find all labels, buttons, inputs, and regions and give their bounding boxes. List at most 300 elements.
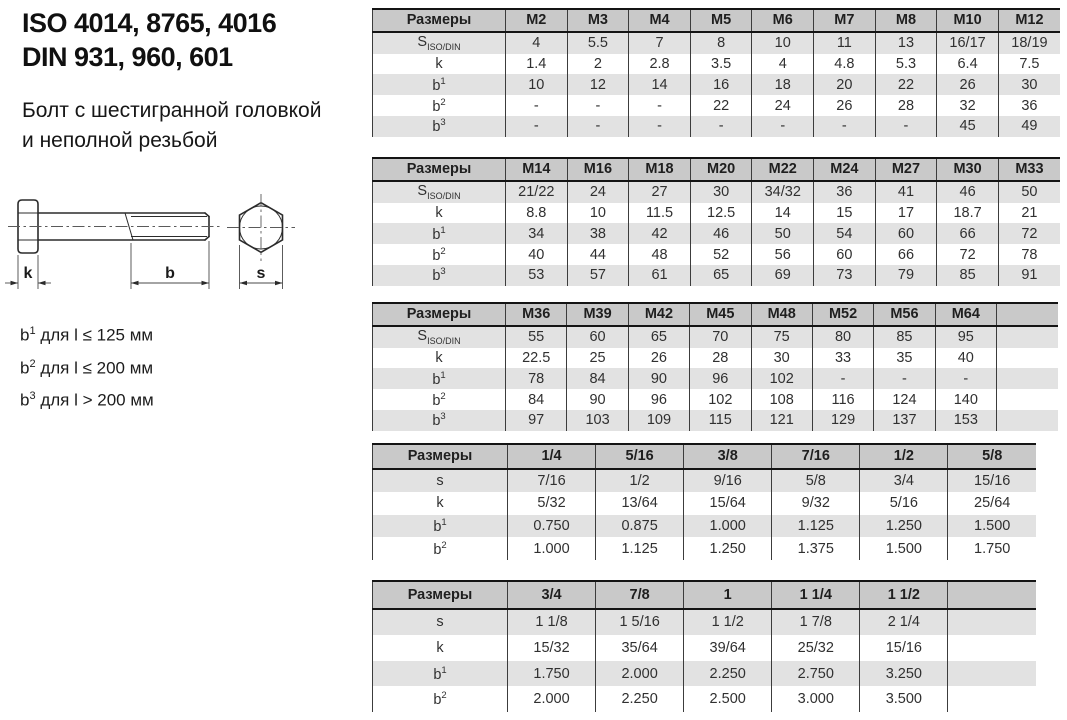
table-cell: - xyxy=(935,368,996,389)
table-header-row xyxy=(373,158,1061,181)
dim-label-b: b xyxy=(165,265,175,282)
table-cell: 49 xyxy=(998,116,1060,137)
table-cell: 36 xyxy=(998,95,1060,116)
table-cell: 9/32 xyxy=(772,492,860,515)
row-label: k xyxy=(436,639,444,656)
subtitle-line-2: и неполной резьбой xyxy=(22,129,218,152)
column-header: M7 xyxy=(814,9,876,32)
table-cell: - xyxy=(567,116,629,137)
table-cell: 24 xyxy=(567,181,629,203)
table-cell: 2.500 xyxy=(684,686,772,712)
dimension-table-m36-m64 xyxy=(372,302,1058,431)
table-cell: 0.875 xyxy=(596,515,684,538)
table-cell: - xyxy=(752,116,814,137)
table-cell: 80 xyxy=(812,326,873,348)
table-cell: 2.000 xyxy=(596,661,684,687)
table-cell: 137 xyxy=(874,410,935,431)
dimension-table-m2-m12 xyxy=(372,8,1060,137)
table-cell: 5/16 xyxy=(860,492,948,515)
bolt-side-view xyxy=(8,200,220,253)
table-cell: - xyxy=(875,116,937,137)
table-cell: - xyxy=(874,368,935,389)
row-label: k xyxy=(435,349,443,366)
row-label: $b^1$ xyxy=(373,74,506,95)
table-row xyxy=(373,32,1061,54)
table-cell: 5/32 xyxy=(508,492,596,515)
table-cell: 1.000 xyxy=(684,515,772,538)
table-cell: 5.3 xyxy=(875,54,937,75)
table-cell: 7/16 xyxy=(508,469,596,493)
column-header: M4 xyxy=(629,9,691,32)
table-cell: 4 xyxy=(506,32,568,54)
table-cell: 73 xyxy=(814,265,876,286)
column-header: 5/8 xyxy=(948,444,1036,469)
table-row xyxy=(373,244,1061,265)
table-cell: 75 xyxy=(751,326,812,348)
table-cell: 102 xyxy=(751,368,812,389)
table-row xyxy=(373,368,1059,389)
table-cell: 90 xyxy=(628,368,689,389)
row-label: k xyxy=(436,495,444,512)
table-cell: 12.5 xyxy=(690,203,752,224)
column-header: M10 xyxy=(937,9,999,32)
column-header: M48 xyxy=(751,303,812,326)
table-cell: 10 xyxy=(506,74,568,95)
iso-title: ISO 4014, 8765, 4016 xyxy=(22,8,277,38)
column-header: Размеры xyxy=(373,9,506,32)
table-cell: 45 xyxy=(937,116,999,137)
table-cell: 17 xyxy=(875,203,937,224)
table-cell: 66 xyxy=(875,244,937,265)
table-cell: - xyxy=(690,116,752,137)
table-row xyxy=(373,223,1061,244)
table-cell: 84 xyxy=(567,368,628,389)
table-cell: 121 xyxy=(751,410,812,431)
column-header: 7/16 xyxy=(772,444,860,469)
table-row xyxy=(373,326,1059,348)
table-cell: 46 xyxy=(690,223,752,244)
table-cell: 65 xyxy=(690,265,752,286)
dimension-b xyxy=(131,241,209,289)
table-cell: 54 xyxy=(814,223,876,244)
column-header: M64 xyxy=(935,303,996,326)
table-cell: 9/16 xyxy=(684,469,772,493)
row-label: $b^1$ xyxy=(373,368,506,389)
table-cell: 1.125 xyxy=(772,515,860,538)
table-cell: 40 xyxy=(935,348,996,369)
column-header: 1/2 xyxy=(860,444,948,469)
column-header: Размеры xyxy=(373,581,508,609)
column-header: M30 xyxy=(937,158,999,181)
title-block xyxy=(22,6,276,74)
table-cell: 3.250 xyxy=(860,661,948,687)
row-label: $b^2$ xyxy=(432,245,446,264)
table-cell: 25/32 xyxy=(772,635,860,661)
bolt-drawing xyxy=(0,185,340,320)
table-cell: 1.750 xyxy=(948,537,1036,560)
column-header: 3/8 xyxy=(684,444,772,469)
din-title: DIN 931, 960, 601 xyxy=(22,42,233,72)
column-header: M39 xyxy=(567,303,628,326)
table-cell: 57 xyxy=(567,265,629,286)
table-cell: 85 xyxy=(937,265,999,286)
table-cell: 53 xyxy=(506,265,568,286)
table-cell: 72 xyxy=(998,223,1060,244)
table-cell: 102 xyxy=(690,389,751,410)
table-cell: - xyxy=(506,116,568,137)
table-cell: - xyxy=(812,368,873,389)
thread-length-notes xyxy=(20,317,154,415)
table-cell: 1.500 xyxy=(860,537,948,560)
table-cell: 2.8 xyxy=(629,54,691,75)
table-header-row xyxy=(373,9,1061,32)
row-label: $b^2$ xyxy=(432,96,446,115)
table-cell: 3/4 xyxy=(860,469,948,493)
table-cell: 56 xyxy=(752,244,814,265)
table-cell: 3.500 xyxy=(860,686,948,712)
table-cell: 116 xyxy=(812,389,873,410)
table-cell: 40 xyxy=(506,244,568,265)
column-header: M18 xyxy=(629,158,691,181)
column-header: M52 xyxy=(812,303,873,326)
column-header: M12 xyxy=(998,9,1060,32)
table-cell: 15/64 xyxy=(684,492,772,515)
table-cell: 35/64 xyxy=(596,635,684,661)
table-cell: 108 xyxy=(751,389,812,410)
table-cell: 12 xyxy=(567,74,629,95)
table-cell: 60 xyxy=(875,223,937,244)
table-cell: 7 xyxy=(629,32,691,54)
table-cell: 140 xyxy=(935,389,996,410)
table-cell: 1.750 xyxy=(508,661,596,687)
table-cell: 0.750 xyxy=(508,515,596,538)
table-cell: 1.125 xyxy=(596,537,684,560)
table-cell: 1.000 xyxy=(508,537,596,560)
table-cell: 24 xyxy=(752,95,814,116)
table-cell: 50 xyxy=(752,223,814,244)
table-cell: 2.750 xyxy=(772,661,860,687)
table-cell: 25 xyxy=(567,348,628,369)
table-cell: 153 xyxy=(935,410,996,431)
table-cell: 95 xyxy=(935,326,996,348)
table-cell: 1.250 xyxy=(684,537,772,560)
table-cell xyxy=(997,326,1059,348)
row-label: k xyxy=(435,204,443,221)
table-cell: 35 xyxy=(874,348,935,369)
row-label: $b^2$ xyxy=(433,539,447,558)
column-header: M42 xyxy=(628,303,689,326)
table-cell: 52 xyxy=(690,244,752,265)
table-cell: 70 xyxy=(690,326,751,348)
dim-label-s: s xyxy=(256,265,266,282)
table-row xyxy=(373,389,1059,410)
row-label: $b^1$ xyxy=(373,223,506,244)
table-cell: 16 xyxy=(690,74,752,95)
table-cell: 91 xyxy=(998,265,1060,286)
row-label: $b^2$ xyxy=(433,690,447,709)
table-row xyxy=(373,515,1037,538)
table-cell: 96 xyxy=(690,368,751,389)
table-cell: 1.250 xyxy=(860,515,948,538)
table-cell xyxy=(948,661,1036,687)
table-cell: - xyxy=(629,116,691,137)
column-header: M45 xyxy=(690,303,751,326)
column-header: M5 xyxy=(690,9,752,32)
table-row xyxy=(373,348,1059,369)
column-header: 3/4 xyxy=(508,581,596,609)
table-cell: 129 xyxy=(812,410,873,431)
table-cell: 25/64 xyxy=(948,492,1036,515)
table-row xyxy=(373,74,1061,95)
table-cell: - xyxy=(629,95,691,116)
table-cell: 85 xyxy=(874,326,935,348)
table-cell: 34 xyxy=(506,223,568,244)
table-cell: 46 xyxy=(937,181,999,203)
table-cell: 44 xyxy=(567,244,629,265)
table-row xyxy=(373,686,1037,712)
table-cell: - xyxy=(506,95,568,116)
table-cell: 1 1/8 xyxy=(508,609,596,636)
column-header: Размеры xyxy=(373,444,508,469)
table-cell: 84 xyxy=(506,389,567,410)
table-cell: - xyxy=(814,116,876,137)
row-label: $b^1$ xyxy=(373,661,508,687)
column-header: M2 xyxy=(506,9,568,32)
table-cell: 39/64 xyxy=(684,635,772,661)
dimension-table-m14-m33 xyxy=(372,157,1060,286)
table-cell: 38 xyxy=(567,223,629,244)
table-cell: 103 xyxy=(567,410,628,431)
table-cell: 14 xyxy=(752,203,814,224)
table-cell: 50 xyxy=(998,181,1060,203)
table-cell: 109 xyxy=(628,410,689,431)
table-row xyxy=(373,537,1037,560)
column-header: M36 xyxy=(506,303,567,326)
row-label: $S_{ISO/DIN}$ xyxy=(373,32,506,54)
column-header: Размеры xyxy=(373,303,506,326)
table-cell: 1 7/8 xyxy=(772,609,860,636)
table-cell: 5/8 xyxy=(772,469,860,493)
column-header: M56 xyxy=(874,303,935,326)
dimension-table-inch-small xyxy=(372,443,1036,560)
table-cell: 13 xyxy=(875,32,937,54)
table-row xyxy=(373,203,1061,224)
table-row xyxy=(373,492,1037,515)
table-cell: 26 xyxy=(937,74,999,95)
note-line: $b^3$ для l > 200 мм xyxy=(20,390,154,410)
table-cell: 2.250 xyxy=(596,686,684,712)
table-cell: 2 xyxy=(567,54,629,75)
table-cell: 21/22 xyxy=(506,181,568,203)
subtitle-block xyxy=(22,96,321,156)
row-label: $S_{ISO/DIN}$ xyxy=(373,326,506,348)
column-header: M14 xyxy=(506,158,568,181)
column-header: M33 xyxy=(998,158,1060,181)
table-cell: 15/16 xyxy=(860,635,948,661)
column-header: 5/16 xyxy=(596,444,684,469)
table-cell: 21 xyxy=(998,203,1060,224)
table-header-row xyxy=(373,581,1037,609)
table-cell: 69 xyxy=(752,265,814,286)
table-cell: 8.8 xyxy=(506,203,568,224)
column-header: 1/4 xyxy=(508,444,596,469)
column-header: M16 xyxy=(567,158,629,181)
table-cell: 55 xyxy=(506,326,567,348)
column-header xyxy=(948,581,1036,609)
table-cell: 15/16 xyxy=(948,469,1036,493)
column-header: M22 xyxy=(752,158,814,181)
table-cell: 18 xyxy=(752,74,814,95)
column-header: M3 xyxy=(567,9,629,32)
row-label: $b^2$ xyxy=(432,390,446,409)
bolt-front-view xyxy=(227,194,295,261)
table-cell: 28 xyxy=(875,95,937,116)
table-row xyxy=(373,410,1059,431)
table-cell: 3.000 xyxy=(772,686,860,712)
table-row xyxy=(373,635,1037,661)
table-row xyxy=(373,54,1061,75)
table-cell: 7.5 xyxy=(998,54,1060,75)
dimension-table-inch-large xyxy=(372,580,1036,712)
table-row xyxy=(373,265,1061,286)
table-cell: 26 xyxy=(814,95,876,116)
table-cell: 60 xyxy=(567,326,628,348)
table-cell: 2 1/4 xyxy=(860,609,948,636)
table-cell: 11 xyxy=(814,32,876,54)
table-cell: 14 xyxy=(629,74,691,95)
table-cell: 2.000 xyxy=(508,686,596,712)
column-header: M24 xyxy=(814,158,876,181)
column-header: 1 1/4 xyxy=(772,581,860,609)
table-cell: 1.500 xyxy=(948,515,1036,538)
table-cell: 18/19 xyxy=(998,32,1060,54)
table-cell: 66 xyxy=(937,223,999,244)
table-cell: 115 xyxy=(690,410,751,431)
row-label: s xyxy=(373,609,508,636)
table-cell: 90 xyxy=(567,389,628,410)
table-cell: 27 xyxy=(629,181,691,203)
table-cell: 11.5 xyxy=(629,203,691,224)
note-line: $b^1$ для l ≤ 125 мм xyxy=(20,325,154,345)
row-label: $S_{ISO/DIN}$ xyxy=(373,181,506,203)
table-row xyxy=(373,661,1037,687)
table-row xyxy=(373,181,1061,203)
table-cell: 5.5 xyxy=(567,32,629,54)
table-cell: 10 xyxy=(752,32,814,54)
table-cell xyxy=(997,368,1059,389)
table-cell: 18.7 xyxy=(937,203,999,224)
table-cell: 32 xyxy=(937,95,999,116)
table-cell: 30 xyxy=(690,181,752,203)
table-cell xyxy=(997,348,1059,369)
table-cell: 96 xyxy=(628,389,689,410)
table-cell: 8 xyxy=(690,32,752,54)
table-cell: 22 xyxy=(875,74,937,95)
column-header: M6 xyxy=(752,9,814,32)
table-cell: 124 xyxy=(874,389,935,410)
table-cell: 60 xyxy=(814,244,876,265)
table-cell: 26 xyxy=(628,348,689,369)
table-cell: 13/64 xyxy=(596,492,684,515)
table-cell: 22 xyxy=(690,95,752,116)
table-cell: 10 xyxy=(567,203,629,224)
column-header: Размеры xyxy=(373,158,506,181)
table-row xyxy=(373,116,1061,137)
table-cell: 1 5/16 xyxy=(596,609,684,636)
table-cell: 15 xyxy=(814,203,876,224)
table-cell xyxy=(948,609,1036,636)
table-cell: 1 1/2 xyxy=(684,609,772,636)
column-header: 1 1/2 xyxy=(860,581,948,609)
row-label: $b^1$ xyxy=(373,515,508,538)
table-row xyxy=(373,469,1037,493)
table-cell: 72 xyxy=(937,244,999,265)
table-row xyxy=(373,609,1037,636)
table-header-row xyxy=(373,444,1037,469)
table-cell: 33 xyxy=(812,348,873,369)
table-cell: 61 xyxy=(629,265,691,286)
row-label: s xyxy=(373,469,508,493)
column-header: M8 xyxy=(875,9,937,32)
table-cell xyxy=(948,635,1036,661)
table-cell: 65 xyxy=(628,326,689,348)
column-header: M20 xyxy=(690,158,752,181)
table-cell xyxy=(948,686,1036,712)
table-cell: 2.250 xyxy=(684,661,772,687)
table-cell: 48 xyxy=(629,244,691,265)
table-cell: 78 xyxy=(506,368,567,389)
row-label: $b^3$ xyxy=(373,410,506,431)
table-cell: 20 xyxy=(814,74,876,95)
table-cell: 3.5 xyxy=(690,54,752,75)
note-line: $b^2$ для l ≤ 200 мм xyxy=(20,357,154,378)
table-header-row xyxy=(373,303,1059,326)
column-header: 7/8 xyxy=(596,581,684,609)
table-cell xyxy=(997,410,1059,431)
table-cell: 1.375 xyxy=(772,537,860,560)
row-label: k xyxy=(435,55,443,72)
dimension-k xyxy=(5,255,51,289)
table-cell: 30 xyxy=(751,348,812,369)
table-cell xyxy=(997,389,1059,410)
column-header: M27 xyxy=(875,158,937,181)
table-cell: 34/32 xyxy=(752,181,814,203)
dim-label-k: k xyxy=(23,265,33,282)
table-cell: 16/17 xyxy=(937,32,999,54)
row-label: $b^3$ xyxy=(373,116,506,137)
column-header xyxy=(997,303,1059,326)
table-cell: 79 xyxy=(875,265,937,286)
row-label: $b^3$ xyxy=(373,265,506,286)
subtitle-line-1: Болт с шестигранной головкой xyxy=(22,99,322,122)
table-cell: 42 xyxy=(629,223,691,244)
table-cell: 97 xyxy=(506,410,567,431)
table-cell: 28 xyxy=(690,348,751,369)
table-row xyxy=(373,95,1061,116)
table-cell: 36 xyxy=(814,181,876,203)
table-cell: 22.5 xyxy=(506,348,567,369)
table-cell: 41 xyxy=(875,181,937,203)
table-cell: 4 xyxy=(752,54,814,75)
table-cell: 30 xyxy=(998,74,1060,95)
table-cell: 15/32 xyxy=(508,635,596,661)
table-cell: 6.4 xyxy=(937,54,999,75)
table-cell: 1/2 xyxy=(596,469,684,493)
table-cell: 78 xyxy=(998,244,1060,265)
column-header: 1 xyxy=(684,581,772,609)
table-cell: 1.4 xyxy=(506,54,568,75)
table-cell: - xyxy=(567,95,629,116)
